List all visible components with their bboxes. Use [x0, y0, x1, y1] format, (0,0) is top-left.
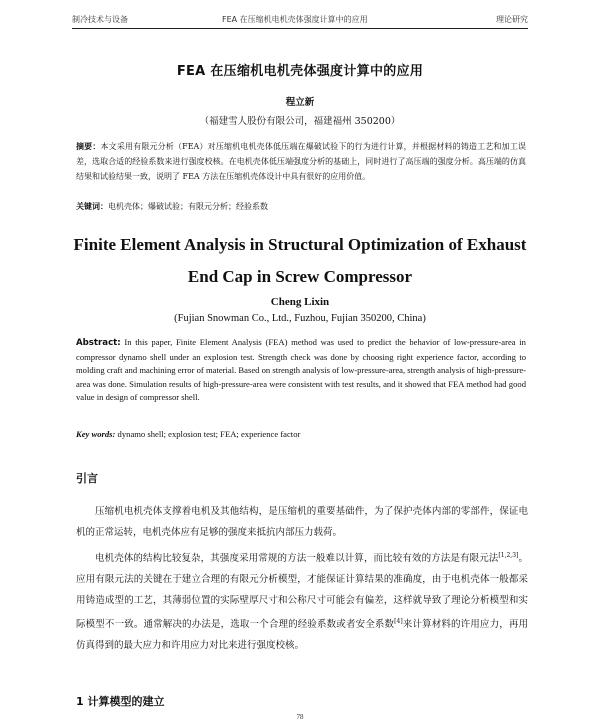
section-label: 理论研究 [496, 15, 528, 24]
running-title: FEA 在压缩机电机壳体强度计算中的应用 [222, 15, 368, 24]
chinese-affiliation: （福建雪人股份有限公司，福建福州 350200） [199, 116, 401, 127]
chinese-abstract-label: 摘要： [76, 142, 101, 151]
chinese-abstract [76, 139, 526, 184]
citation-ref: [4] [394, 618, 403, 626]
chinese-abstract-text: 本文采用有限元分析（FEA）对压缩机电机壳体低压端在爆破试验下的行为进行计算，并根据材料的铸造工艺和加工误差，选取合适的经验系数来进行强度校核。在电机壳体低压端强度分析的基础上，同时进行了高压端的强度分析。高压端的仿真结果和试验结果一致，说明了 FEA 方法在压缩机壳体设计中具有很好的应用价值。 [76, 142, 526, 181]
english-author: Cheng Lixin [270, 296, 330, 308]
section-1-heading: 1 计算模型的建立 [76, 695, 165, 708]
english-abstract [76, 336, 526, 405]
intro-p2-part-a: 电机壳体的结构比较复杂，其强度采用常规的方法一般难以计算，而比较有效的方法是有限元法 [95, 553, 499, 565]
journal-name: 制冷技术与设备 [72, 15, 128, 24]
citation-ref: [1,2,3] [498, 552, 519, 559]
english-keywords-text: dynamo shell; explosion test; FEA; experience factor [117, 429, 301, 439]
english-keywords-label: Key words: [76, 429, 116, 439]
english-title: Finite Element Analysis in Structural Optimization of Exhaust End Cap in Screw Compressor [73, 235, 527, 286]
chinese-title: FEA 在压缩机电机壳体强度计算中的应用 [176, 64, 424, 79]
chinese-keywords-label: 关键词： [76, 202, 108, 211]
chinese-author: 程立新 [285, 97, 315, 108]
intro-heading: 引言 [76, 472, 98, 485]
intro-paragraph-1: 压缩机电机壳体支撑着电机及其他结构，是压缩机的重要基础件，为了保护壳体内部的零部件，保证电机的正常运转，电机壳体应有足够的强度来抵抗内部压力载荷。 [76, 506, 528, 538]
english-abstract-label: Abstract: [76, 338, 121, 348]
page-number: 78 [296, 713, 304, 721]
english-abstract-text: In this paper, Finite Element Analysis (FEA) method was used to predict the behavior of low-pressure-area in compressor dynamo shell under an explosion test. Strength check was done by choosing right experience factor, according to molding craft and machining error of material. Based on strength analysis of low-pressure-area, strength analysis of high-pressure-area was done. Simulation results of high-pressure-area were consistent with test results, and it showed that FEA method had good value in design of compressor shell. [76, 337, 526, 403]
english-affiliation: (Fujian Snowman Co., Ltd., Fuzhou, Fujian 350200, China) [174, 313, 426, 324]
intro-p2-part-b: 。应用有限元法的关键在于建立合理的有限元分析模型，才能保证计算结果的准确度，由于电机壳体一般都采用铸造成型的工艺，其薄弱位置的实际壁厚尺寸和公称尺寸可能会有偏差，这样就导致了理论分析模型和实际模型不一致。通常解决的办法是，选取一个合理的经验系数或者安全系数 [76, 553, 528, 631]
running-header [72, 10, 528, 29]
intro-p2-part-c: 来计算材料的许用应力，再用仿真得到的最大应力和许用应力对比来进行强度校核。 [76, 619, 528, 652]
chinese-keywords-text: 电机壳体；爆破试验；有限元分析；经验系数 [108, 202, 268, 211]
english-keywords [76, 428, 526, 441]
chinese-keywords [76, 199, 526, 214]
intro-paragraph-2 [76, 545, 528, 656]
